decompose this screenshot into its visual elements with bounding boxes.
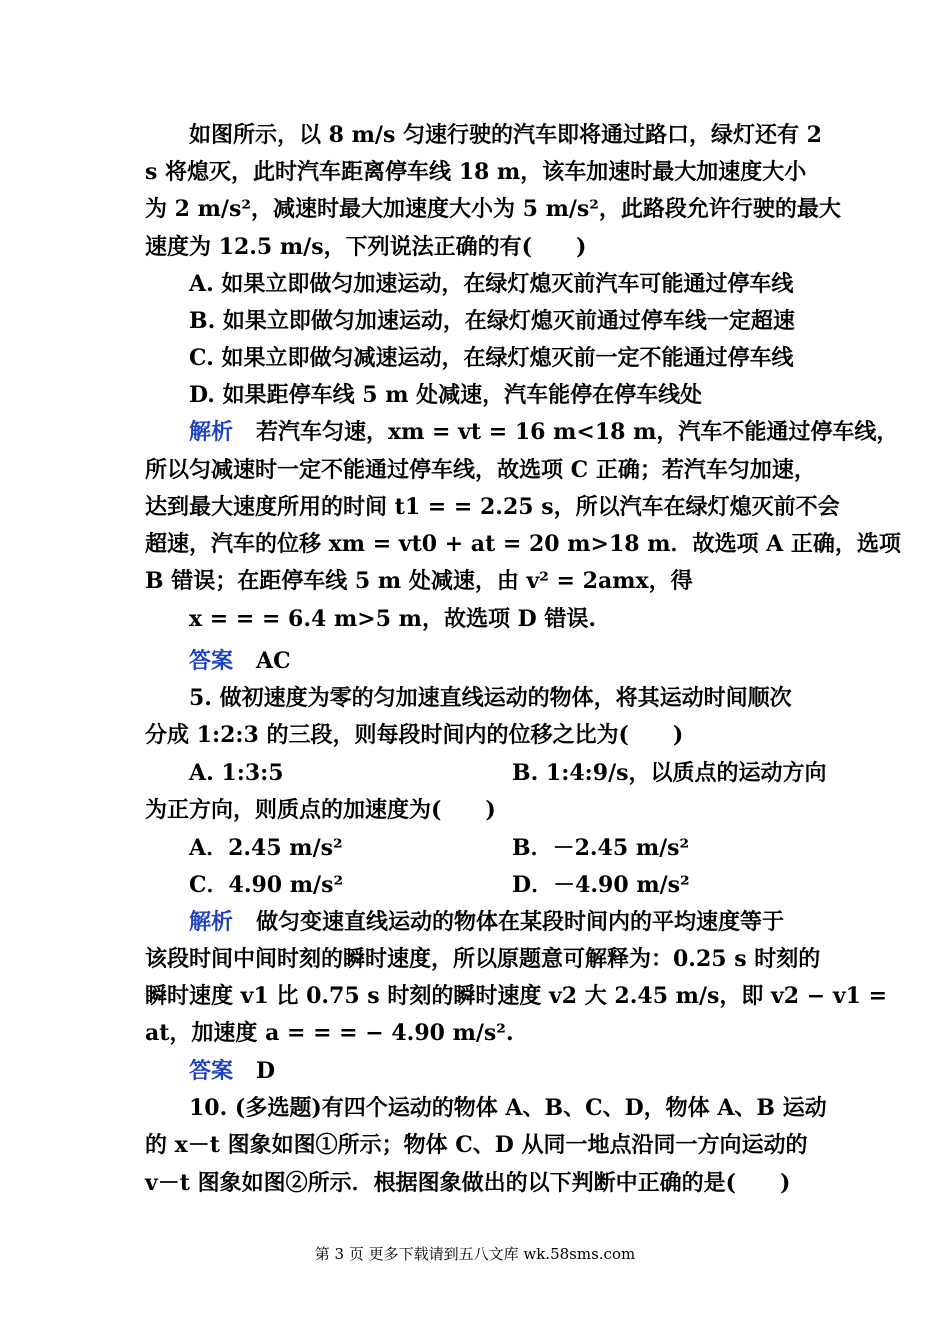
- answer-label: 答案: [189, 1058, 234, 1084]
- q1-analysis-line-4: 超速，汽车的位移 xm = vt0 + at = 20 m>18 m．故选项 A 正确，选项: [145, 531, 901, 557]
- q1-option-d: D. 如果距停车线 5 m 处减速，汽车能停在停车线处: [189, 382, 703, 408]
- q5-analysis-line-1: [189, 904, 869, 941]
- answer-value: D: [256, 1058, 276, 1084]
- q5-text-line-1: 5. 做初速度为零的匀加速直线运动的物体，将其运动时间顺次: [189, 685, 792, 711]
- q1-text-line-4: 速度为 12.5 m/s，下列说法正确的有( ): [145, 234, 587, 260]
- analysis-label: 解析: [189, 419, 234, 445]
- answer-value: AC: [256, 648, 291, 674]
- q5-analysis-line-3: 瞬时速度 v1 比 0.75 s 时刻的瞬时速度 v2 大 2.45 m/s，即 v2 − v1 =: [145, 983, 888, 1009]
- q5-text-line-2: 分成 1:2:3 的三段，则每段时间内的位移之比为( ): [145, 722, 684, 748]
- q5-answer: [189, 1053, 869, 1090]
- q1-text-line-2: s 将熄灭，此时汽车距离停车线 18 m，该车加速时最大加速度大小: [145, 159, 807, 185]
- q5b-option-c: C．4.90 m/s²: [189, 872, 344, 898]
- answer-label: 答案: [189, 648, 234, 674]
- q10-text-line-2: 的 x－t 图象如图①所示；物体 C、D 从同一地点沿同一方向运动的: [145, 1132, 808, 1158]
- q5-analysis-line-2: 该段时间中间时刻的瞬时速度，所以原题意可解释为：0.25 s 时刻的: [145, 946, 821, 972]
- analysis-label: 解析: [189, 909, 234, 935]
- q1-analysis-line-3: 达到最大速度所用的时间 t1 = = 2.25 s，所以汽车在绿灯熄灭前不会: [145, 494, 840, 520]
- q1-text-line-1: 如图所示，以 8 m/s 匀速行驶的汽车即将通过路口，绿灯还有 2: [189, 122, 822, 148]
- q1-option-c: C. 如果立即做匀减速运动，在绿灯熄灭前一定不能通过停车线: [189, 345, 794, 371]
- q1-analysis-line-6: x = = = 6.4 m>5 m，故选项 D 错误.: [189, 606, 597, 632]
- q5b-option-a: A．2.45 m/s²: [189, 835, 343, 861]
- q5-text-line-3: 为正方向，则质点的加速度为( ): [145, 797, 496, 823]
- q1-option-a: A. 如果立即做匀加速运动，在绿灯熄灭前汽车可能通过停车线: [189, 271, 794, 297]
- page-footer: 第 3 页 更多下载请到五八文库 wk.58sms.com: [314, 1245, 636, 1263]
- q1-analysis-line-1: [189, 414, 899, 451]
- q10-text-line-3: v－t 图象如图②所示．根据图象做出的以下判断中正确的是( ): [145, 1170, 791, 1196]
- q1-answer: [189, 643, 869, 680]
- q5b-option-b: B．－2.45 m/s²: [512, 835, 690, 861]
- q5-option-b: B. 1:4:9/s，以质点的运动方向: [512, 760, 827, 786]
- q1-analysis-line-5: B 错误；在距停车线 5 m 处减速，由 v² = 2amx，得: [145, 568, 693, 594]
- q1-text-line-3: 为 2 m/s²，减速时最大加速度大小为 5 m/s²，此路段允许行驶的最大: [145, 196, 841, 222]
- q5-analysis-line-4: at，加速度 a = = = − 4.90 m/s².: [145, 1020, 514, 1046]
- q5b-option-d: D．－4.90 m/s²: [512, 872, 690, 898]
- analysis-text: 做匀变速直线运动的物体在某段时间内的平均速度等于: [256, 909, 785, 935]
- q5-option-a: A. 1:3:5: [189, 760, 284, 786]
- q10-text-line-1: 10. (多选题)有四个运动的物体 A、B、C、D，物体 A、B 运动: [189, 1095, 827, 1121]
- q1-option-b: B. 如果立即做匀加速运动，在绿灯熄灭前通过停车线一定超速: [189, 308, 795, 334]
- q1-analysis-line-2: 所以匀减速时一定不能通过停车线，故选项 C 正确；若汽车匀加速，: [145, 457, 816, 483]
- analysis-text: 若汽车匀速，xm = vt = 16 m<18 m，汽车不能通过停车线，: [256, 419, 899, 445]
